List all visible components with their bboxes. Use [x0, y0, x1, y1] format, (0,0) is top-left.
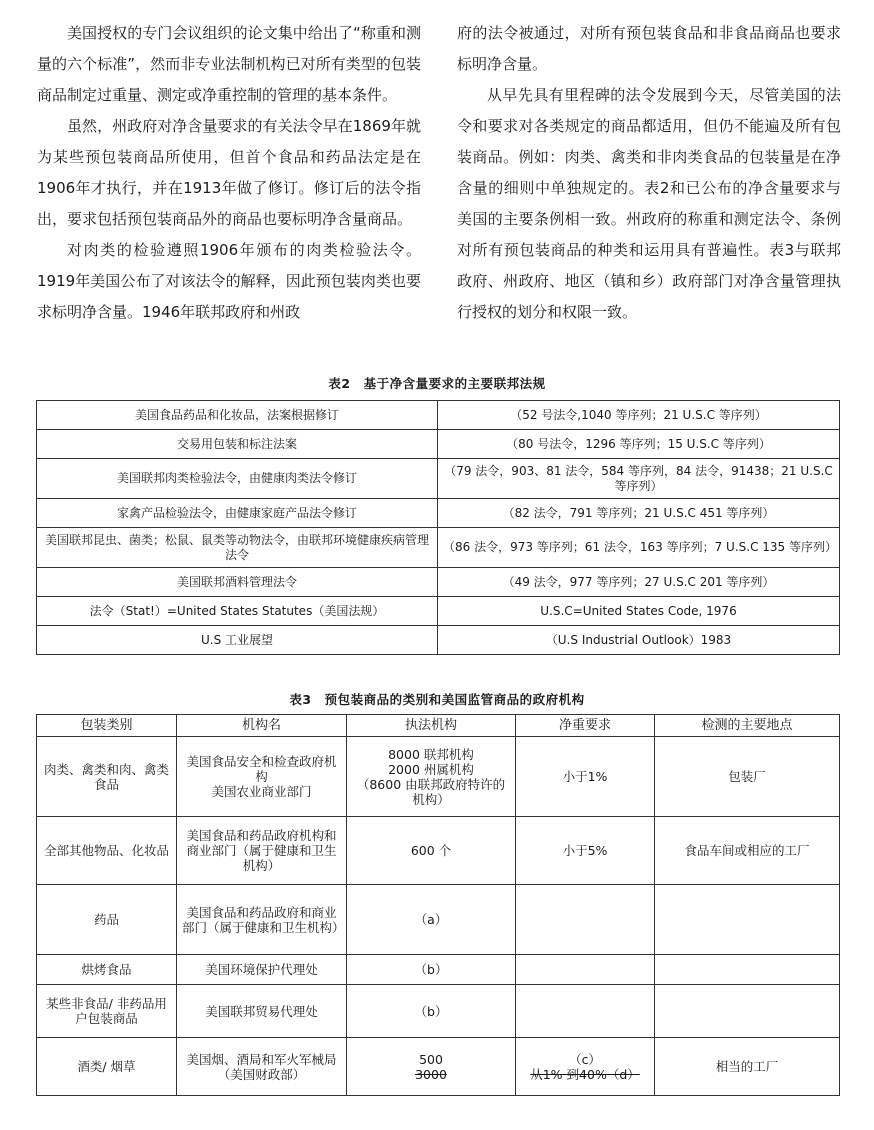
table-cell	[516, 1038, 655, 1096]
table-cell: 美国食品和药品政府机构和商业部门（属于健康和卫生机构）	[177, 817, 347, 885]
right-text-column	[457, 18, 841, 328]
table-cell: （79 法令，903、81 法令，584 等序列，84 法令，91438；21 U.S.C 等序列）	[438, 459, 840, 499]
table-cell	[516, 885, 655, 955]
table-cell: 家禽产品检验法令，由健康家庭产品法令修订	[37, 499, 438, 528]
federal-regulations-table	[36, 400, 840, 655]
table-cell: 法令（Stat!）=United States Statutes（美国法规）	[37, 597, 438, 626]
table-row	[37, 459, 840, 499]
table-cell	[655, 955, 840, 985]
table-row	[37, 568, 840, 597]
table-cell: 美国烟、酒局和军火军械局（美国财政部）	[177, 1038, 347, 1096]
table-row	[37, 597, 840, 626]
table-cell: 美国联邦肉类检验法令，由健康肉类法令修订	[37, 459, 438, 499]
table-row	[37, 499, 840, 528]
table-cell	[655, 885, 840, 955]
table-cell	[655, 985, 840, 1038]
table-row	[37, 737, 840, 817]
table-cell: 全部其他物品、化妆品	[37, 817, 177, 885]
table-cell: 包装厂	[655, 737, 840, 817]
table-cell: 小于1%	[516, 737, 655, 817]
table-row	[37, 955, 840, 985]
paragraph: 美国授权的专门会议组织的论文集中给出了“称重和测量的六个标准”，然而非专业法制机构已对所有类型的包装商品制定过重量、测定或净重控制的管理的基本条件。	[37, 24, 421, 104]
table-cell: 相当的工厂	[655, 1038, 840, 1096]
table-cell: 药品	[37, 885, 177, 955]
paragraph: 虽然，州政府对净含量要求的有关法令早在1869年就为某些预包装商品所使用，但首个食品和药品法定是在1906年才执行，并在1913年做了修订。修订后的法令指出，要求包括预包装商品外的商品也要标明净含量商品。	[37, 117, 421, 228]
table-cell: U.S 工业展望	[37, 626, 438, 655]
column-header: 包装类别	[37, 715, 177, 737]
table3-caption: 表3 预包装商品的类别和美国监管商品的政府机构	[289, 692, 585, 707]
cell-line: 美国食品安全和检查政府机构	[186, 754, 337, 784]
table-cell: （U.S Industrial Outlook）1983	[438, 626, 840, 655]
table-cell: 美国食品和药品政府和商业部门（属于健康和卫生机构）	[177, 885, 347, 955]
struck-cell-line: 3000	[415, 1066, 447, 1082]
table-cell: 小于5%	[516, 817, 655, 885]
table-cell: （b）	[347, 955, 516, 985]
table-cell	[516, 955, 655, 985]
table-cell: 肉类、禽类和肉、禽类食品	[37, 737, 177, 817]
cell-line: （c）	[569, 1051, 601, 1067]
table-row	[37, 528, 840, 568]
column-header: 检测的主要地点	[655, 715, 840, 737]
table-row	[37, 885, 840, 955]
table-cell: （86 法令，973 等序列；61 法令，163 等序列；7 U.S.C 135 等序列）	[438, 528, 840, 568]
table-cell: 美国联邦贸易代理处	[177, 985, 347, 1038]
paragraph: 从早先具有里程碑的法令发展到今天，尽管美国的法令和要求对各类规定的商品都适用，但仍不能遍及所有包装商品。例如：肉类、禽类和非肉类食品的包装量是在净含量的细则中单独规定的。表2和已公布的净含量要求与美国的主要条例相一致。州政府的称重和测定法令、条例对所有预包装商品的种类和运用具有普遍性。表3与联邦政府、州政府、地区（镇和乡）政府部门对净含量管理执行授权的划分和权限一致。	[457, 86, 841, 321]
column-header: 执法机构	[347, 715, 516, 737]
table2-caption: 表2 基于净含量要求的主要联邦法规	[328, 376, 546, 391]
table-row	[37, 1038, 840, 1096]
table-cell: （80 号法令，1296 等序列；15 U.S.C 等序列）	[438, 430, 840, 459]
table-cell: （a）	[347, 885, 516, 955]
table-cell	[347, 1038, 516, 1096]
table-cell: 某些非食品/ 非药品用户包装商品	[37, 985, 177, 1038]
table-row	[37, 626, 840, 655]
column-header: 机构名	[177, 715, 347, 737]
table-cell: 食品车间或相应的工厂	[655, 817, 840, 885]
table-cell	[347, 737, 516, 817]
table-cell: 600 个	[347, 817, 516, 885]
table-cell: （82 法令，791 等序列；21 U.S.C 451 等序列）	[438, 499, 840, 528]
table-cell: （b）	[347, 985, 516, 1038]
paragraph: 对肉类的检验遵照1906年颁布的肉类检验法令。1919年美国公布了对该法令的解释，因此预包装肉类也要求标明净含量。1946年联邦政府和州政	[37, 241, 421, 321]
column-header: 净重要求	[516, 715, 655, 737]
table-cell: 交易用包装和标注法案	[37, 430, 438, 459]
table-cell: U.S.C=United States Code, 1976	[438, 597, 840, 626]
table-cell: 美国联邦昆虫、菌类；松鼠、鼠类等动物法令，由联邦环境健康疾病管理法令	[37, 528, 438, 568]
table-header-row	[37, 715, 840, 737]
table-cell: （49 法令，977 等序列；27 U.S.C 201 等序列）	[438, 568, 840, 597]
table-cell	[177, 737, 347, 817]
table-cell	[516, 985, 655, 1038]
package-category-agency-table	[36, 714, 840, 1096]
table-cell: 美国联邦酒料管理法令	[37, 568, 438, 597]
cell-line: 8000 联邦机构	[388, 746, 474, 762]
cell-line: 美国农业商业部门	[211, 784, 312, 799]
table-cell: 烘烤食品	[37, 955, 177, 985]
cell-line: （8600 由联邦政府特许的机构）	[356, 776, 506, 807]
table-row	[37, 401, 840, 430]
paragraph-continuation: 府的法令被通过，对所有预包装食品和非食品商品也要求标明净含量。	[457, 24, 841, 73]
cell-line: 500	[419, 1051, 443, 1067]
table-cell: 美国食品药品和化妆品，法案根据修订	[37, 401, 438, 430]
left-text-column	[37, 18, 421, 328]
struck-cell-line: 从1% 到40%（d）	[530, 1066, 640, 1082]
cell-line: 2000 州属机构	[388, 761, 474, 777]
table-cell: 美国环境保护代理处	[177, 955, 347, 985]
table-row	[37, 817, 840, 885]
table-row	[37, 430, 840, 459]
table-cell: （52 号法令,1040 等序列；21 U.S.C 等序列）	[438, 401, 840, 430]
table-cell: 酒类/ 烟草	[37, 1038, 177, 1096]
table-row	[37, 985, 840, 1038]
